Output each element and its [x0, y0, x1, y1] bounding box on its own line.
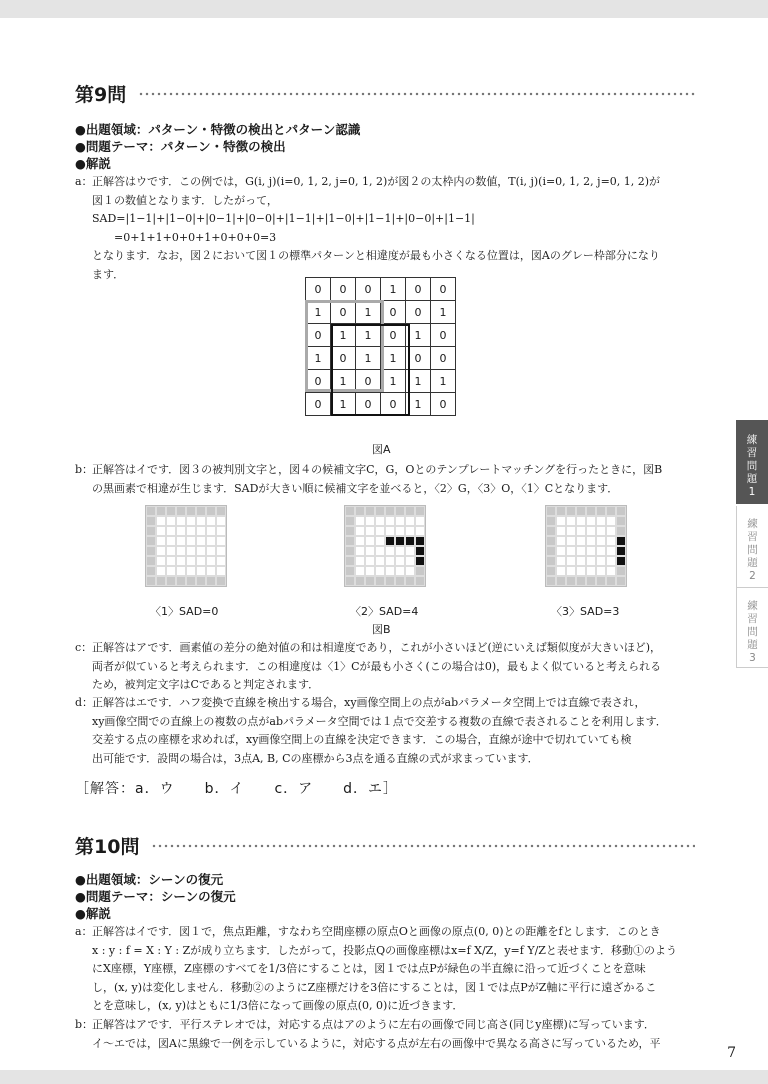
- blank-pixel: [375, 556, 385, 566]
- side-tab-exercise-3[interactable]: [736, 588, 768, 668]
- blank-pixel: [365, 536, 375, 546]
- text-line: 正解答はエです．ハフ変換で直線を検出する場合，xy画像空間上の点がabパラメータ空間上では直線で表され，: [92, 696, 646, 709]
- blank-pixel: [156, 566, 166, 576]
- template-pixel: [375, 576, 385, 586]
- difference-pixel: [405, 536, 415, 546]
- blank-pixel: [206, 556, 216, 566]
- template-pixel: [606, 506, 616, 516]
- template-pixel: [146, 546, 156, 556]
- figure-b-caption: 図B: [372, 623, 391, 636]
- blank-pixel: [166, 546, 176, 556]
- text-line: xy画像空間での直線上の複数の点がabパラメータ空間では１点で交差する複数の直線で表されることを利用します．: [92, 714, 667, 728]
- template-pixel: [166, 576, 176, 586]
- template-pixel: [546, 516, 556, 526]
- blank-pixel: [586, 536, 596, 546]
- blank-pixel: [206, 516, 216, 526]
- item-label: b：: [75, 463, 94, 476]
- side-tab-exercise-1[interactable]: [736, 420, 768, 504]
- text-line: 正解答はアです．平行ステレオでは，対応する点はアのように左右の画像で同じ高さ(同じy座標)に写っています．: [92, 1018, 655, 1031]
- text-line: となります．なお，図２において図１の標準パターンと相違度が最も小さくなる位置は，図Aのグレー枠部分になり: [92, 249, 660, 262]
- grid-cell: 0: [306, 324, 331, 347]
- template-pixel: [176, 576, 186, 586]
- grid-cell: 0: [356, 370, 381, 393]
- grid-cell: 0: [406, 278, 431, 301]
- blank-pixel: [206, 536, 216, 546]
- blank-pixel: [365, 546, 375, 556]
- template-pixel: [146, 576, 156, 586]
- q9-answer-c: [75, 639, 697, 695]
- q10-theme: ●問題テーマ：シーンの復元: [75, 889, 236, 904]
- grid-cell: 1: [406, 370, 431, 393]
- text-line: にX座標，Y座標，Z座標のすべてを1/3倍にすることは，図１では点Pが緑色の半直線に沿って近づくことを意味: [92, 962, 646, 975]
- template-pixel: [616, 526, 626, 536]
- grid-cell: 0: [381, 324, 406, 347]
- text-line: 正解答はウです．この例では，G(i, j)(i=0, 1, 2, j=0, 1, 2)が図２の太枠内の数値，T(i, j)(i=0, 1, 2, j=0, 1, 2)が: [92, 175, 661, 188]
- blank-pixel: [176, 516, 186, 526]
- blank-pixel: [216, 556, 226, 566]
- blank-pixel: [176, 566, 186, 576]
- blank-pixel: [566, 566, 576, 576]
- grid-cell: 0: [431, 324, 456, 347]
- blank-pixel: [375, 536, 385, 546]
- blank-pixel: [206, 546, 216, 556]
- blank-pixel: [596, 526, 606, 536]
- q9-heading: [75, 80, 695, 107]
- blank-pixel: [385, 516, 395, 526]
- blank-pixel: [216, 516, 226, 526]
- blank-pixel: [405, 546, 415, 556]
- blank-pixel: [355, 536, 365, 546]
- blank-pixel: [556, 556, 566, 566]
- heading-dotted-rule: [138, 90, 695, 98]
- grid-cell: 1: [381, 370, 406, 393]
- item-label: a：: [75, 175, 93, 188]
- top-margin-bar: [0, 0, 768, 18]
- template-pixel: [586, 576, 596, 586]
- blank-pixel: [405, 566, 415, 576]
- template-pixel: [186, 576, 196, 586]
- grid-cell: 1: [331, 393, 356, 416]
- blank-pixel: [596, 566, 606, 576]
- grid-cell: 1: [356, 347, 381, 370]
- blank-pixel: [385, 526, 395, 536]
- template-pixel: [586, 506, 596, 516]
- template-pixel: [345, 546, 355, 556]
- blank-pixel: [606, 546, 616, 556]
- blank-pixel: [216, 566, 226, 576]
- figure-b-glyph-c: [145, 505, 227, 587]
- template-pixel: [345, 556, 355, 566]
- blank-pixel: [395, 526, 405, 536]
- blank-pixel: [166, 516, 176, 526]
- template-pixel: [146, 556, 156, 566]
- q10-heading: [75, 832, 695, 859]
- blank-pixel: [156, 526, 166, 536]
- blank-pixel: [556, 516, 566, 526]
- blank-pixel: [355, 516, 365, 526]
- blank-pixel: [405, 526, 415, 536]
- blank-pixel: [186, 546, 196, 556]
- blank-pixel: [355, 546, 365, 556]
- grid-cell: 0: [381, 301, 406, 324]
- difference-pixel: [616, 556, 626, 566]
- blank-pixel: [405, 516, 415, 526]
- template-pixel: [146, 536, 156, 546]
- text-line: の黒画素で相違が生じます．SADが大きい順に候補文字を並べると，〈2〉G，〈3〉O，〈1〉Cとなります．: [92, 481, 619, 495]
- blank-pixel: [196, 566, 206, 576]
- q10-answer-b: [75, 1016, 697, 1053]
- template-pixel: [206, 506, 216, 516]
- figure-b-caption-2: 〈2〉SAD=4: [350, 605, 419, 618]
- blank-pixel: [186, 516, 196, 526]
- template-pixel: [385, 576, 395, 586]
- figure-b-glyph-o: [545, 505, 627, 587]
- grid-cell: 1: [306, 347, 331, 370]
- template-pixel: [405, 576, 415, 586]
- blank-pixel: [176, 546, 186, 556]
- blank-pixel: [216, 536, 226, 546]
- blank-pixel: [375, 546, 385, 556]
- blank-pixel: [355, 566, 365, 576]
- template-pixel: [196, 576, 206, 586]
- template-pixel: [156, 506, 166, 516]
- blank-pixel: [385, 546, 395, 556]
- blank-pixel: [556, 526, 566, 536]
- text-line: 正解答はイです．図３の被判別文字と，図４の候補文字C，G，Oとのテンプレートマッチングを行ったときに，図B: [92, 463, 663, 476]
- blank-pixel: [355, 526, 365, 536]
- text-line: ため，被判定文字はCであると判定されます．: [92, 678, 320, 691]
- template-pixel: [596, 506, 606, 516]
- blank-pixel: [166, 526, 176, 536]
- blank-pixel: [186, 556, 196, 566]
- template-pixel: [196, 506, 206, 516]
- blank-pixel: [375, 526, 385, 536]
- blank-pixel: [365, 526, 375, 536]
- blank-pixel: [586, 556, 596, 566]
- q9-explanation-heading: ●解説: [75, 156, 111, 171]
- side-tab-label: 練習問題2: [747, 518, 758, 582]
- grid-cell: 0: [331, 278, 356, 301]
- blank-pixel: [586, 566, 596, 576]
- template-pixel: [146, 516, 156, 526]
- blank-pixel: [566, 526, 576, 536]
- text-line: イ～エでは，図Aに黒線で一例を示しているように，対応する点が左右の画像中で異なる高さに写っているため，平: [92, 1036, 661, 1050]
- template-pixel: [345, 536, 355, 546]
- page-number: 7: [727, 1045, 736, 1061]
- blank-pixel: [166, 536, 176, 546]
- template-pixel: [206, 576, 216, 586]
- blank-pixel: [206, 526, 216, 536]
- template-pixel: [216, 506, 226, 516]
- figure-a-bold-frame: [331, 324, 410, 416]
- template-pixel: [216, 576, 226, 586]
- text-line: 図１の数値となります．したがって，: [92, 193, 278, 207]
- blank-pixel: [556, 566, 566, 576]
- q10-answer-a: [75, 923, 697, 1016]
- grid-cell: 0: [306, 278, 331, 301]
- grid-cell: 1: [356, 301, 381, 324]
- formula-line: =0+1+1+0+0+1+0+0+0=3: [92, 230, 277, 244]
- blank-pixel: [415, 526, 425, 536]
- blank-pixel: [586, 516, 596, 526]
- blank-pixel: [385, 566, 395, 576]
- q9-answer-d: [75, 694, 697, 768]
- template-pixel: [546, 546, 556, 556]
- text-line: x : y : f = X : Y : Zが成り立ちます．したがって，投影点Qの画像座標はx=f X/Z，y=f Y/Zと表せます．移動①のよう: [92, 943, 678, 957]
- grid-cell: 0: [431, 278, 456, 301]
- template-pixel: [146, 566, 156, 576]
- template-pixel: [606, 576, 616, 586]
- blank-pixel: [596, 516, 606, 526]
- template-pixel: [166, 506, 176, 516]
- grid-cell: 0: [381, 393, 406, 416]
- grid-cell: 1: [406, 393, 431, 416]
- blank-pixel: [166, 556, 176, 566]
- blank-pixel: [395, 566, 405, 576]
- blank-pixel: [365, 556, 375, 566]
- blank-pixel: [415, 516, 425, 526]
- blank-pixel: [196, 546, 206, 556]
- blank-pixel: [176, 536, 186, 546]
- grid-cell: 1: [431, 370, 456, 393]
- q9-answer-a: [75, 173, 697, 284]
- blank-pixel: [606, 556, 616, 566]
- blank-pixel: [166, 566, 176, 576]
- template-pixel: [546, 556, 556, 566]
- figure-b-caption-3: 〈3〉SAD=3: [551, 605, 620, 618]
- template-pixel: [345, 516, 355, 526]
- grid-cell: 0: [331, 347, 356, 370]
- blank-pixel: [156, 516, 166, 526]
- q9-title: 第9問: [75, 84, 127, 106]
- bottom-margin-bar: [0, 1070, 768, 1084]
- template-pixel: [596, 576, 606, 586]
- difference-pixel: [415, 556, 425, 566]
- blank-pixel: [576, 516, 586, 526]
- q9-theme: ●問題テーマ：パターン・特徴の検出: [75, 139, 286, 154]
- heading-dotted-rule: [151, 842, 695, 850]
- grid-cell: 1: [431, 301, 456, 324]
- difference-pixel: [385, 536, 395, 546]
- template-pixel: [546, 536, 556, 546]
- template-pixel: [395, 506, 405, 516]
- blank-pixel: [385, 556, 395, 566]
- q9-area: ●出題領域：パターン・特徴の検出とパターン認識: [75, 122, 361, 137]
- text-line: とを意味し，(x, y)はともに1/3倍になって画像の原点(0, 0)に近づきます．: [92, 999, 464, 1012]
- figure-b-glyph-g: [344, 505, 426, 587]
- text-line: し，(x, y)は変化しません．移動②のようにZ座標だけを3倍にすることは，図１では点PがZ軸に平行に遠ざかるこ: [92, 980, 657, 994]
- blank-pixel: [606, 516, 616, 526]
- blank-pixel: [606, 526, 616, 536]
- template-pixel: [546, 506, 556, 516]
- figure-a: [305, 277, 456, 416]
- blank-pixel: [556, 536, 566, 546]
- blank-pixel: [395, 516, 405, 526]
- blank-pixel: [196, 536, 206, 546]
- blank-pixel: [196, 526, 206, 536]
- blank-pixel: [586, 526, 596, 536]
- difference-pixel: [415, 546, 425, 556]
- blank-pixel: [576, 526, 586, 536]
- figure-b-caption-1: 〈1〉SAD=0: [150, 605, 219, 618]
- blank-pixel: [375, 516, 385, 526]
- grid-cell: 0: [431, 393, 456, 416]
- blank-pixel: [576, 546, 586, 556]
- blank-pixel: [156, 546, 166, 556]
- template-pixel: [415, 576, 425, 586]
- blank-pixel: [176, 556, 186, 566]
- template-pixel: [546, 526, 556, 536]
- item-label: c：: [75, 641, 93, 654]
- template-pixel: [365, 576, 375, 586]
- q9-answer-summary: ［解答：a．ウ b．イ c．ア d．エ］: [75, 781, 399, 797]
- blank-pixel: [586, 546, 596, 556]
- difference-pixel: [415, 536, 425, 546]
- blank-pixel: [375, 566, 385, 576]
- blank-pixel: [196, 556, 206, 566]
- blank-pixel: [355, 556, 365, 566]
- grid-cell: 1: [331, 370, 356, 393]
- blank-pixel: [576, 556, 586, 566]
- text-line: 交差する点の座標を求めれば，xy画像空間上の直線を決定できます．この場合，直線が途中で切れていても検: [92, 733, 632, 746]
- template-pixel: [556, 576, 566, 586]
- grid-cell: 0: [331, 301, 356, 324]
- formula-line: SAD=|1−1|+|1−0|+|0−1|+|0−0|+|1−1|+|1−0|+|1−1|+|0−0|+|1−1|: [92, 212, 475, 225]
- blank-pixel: [596, 546, 606, 556]
- blank-pixel: [365, 566, 375, 576]
- template-pixel: [405, 506, 415, 516]
- side-tab-label: 練習問題3: [747, 600, 758, 664]
- grid-cell: 1: [381, 347, 406, 370]
- template-pixel: [395, 576, 405, 586]
- blank-pixel: [186, 566, 196, 576]
- template-pixel: [616, 506, 626, 516]
- grid-cell: 1: [381, 278, 406, 301]
- template-pixel: [556, 506, 566, 516]
- template-pixel: [345, 576, 355, 586]
- grid-cell: 0: [406, 347, 431, 370]
- template-pixel: [546, 566, 556, 576]
- template-pixel: [345, 506, 355, 516]
- difference-pixel: [616, 536, 626, 546]
- template-pixel: [375, 506, 385, 516]
- grid-cell: 0: [406, 301, 431, 324]
- item-label: b：: [75, 1018, 94, 1031]
- item-label: d：: [75, 696, 94, 709]
- text-line: 正解答はアです．画素値の差分の絶対値の和は相違度であり，これが小さいほど(逆にいえば類似度が大きいほど)，: [92, 641, 662, 654]
- grid-cell: 0: [356, 278, 381, 301]
- template-pixel: [576, 506, 586, 516]
- text-line: ます．: [92, 267, 125, 281]
- grid-cell: 0: [306, 370, 331, 393]
- blank-pixel: [576, 566, 586, 576]
- template-pixel: [385, 506, 395, 516]
- text-line: 出可能です．設問の場合は，3点A, B, Cの座標から3点を通る直線の式が求まっています．: [92, 751, 539, 765]
- template-pixel: [616, 516, 626, 526]
- blank-pixel: [405, 556, 415, 566]
- grid-cell: 1: [356, 324, 381, 347]
- template-pixel: [546, 576, 556, 586]
- template-pixel: [415, 566, 425, 576]
- blank-pixel: [395, 556, 405, 566]
- blank-pixel: [556, 546, 566, 556]
- text-line: 両者が似ていると考えられます．この相違度は〈1〉Cが最も小さく(この場合は0)，最もよく似ていると考えられる: [92, 659, 662, 673]
- blank-pixel: [206, 566, 216, 576]
- side-tab-exercise-2[interactable]: [736, 506, 768, 588]
- q10-area: ●出題領域：シーンの復元: [75, 872, 224, 887]
- blank-pixel: [596, 536, 606, 546]
- q10-explanation-heading: ●解説: [75, 906, 111, 921]
- blank-pixel: [156, 536, 166, 546]
- grid-cell: 1: [406, 324, 431, 347]
- template-pixel: [345, 566, 355, 576]
- grid-row: [306, 278, 456, 301]
- blank-pixel: [216, 546, 226, 556]
- template-pixel: [616, 566, 626, 576]
- template-pixel: [576, 576, 586, 586]
- blank-pixel: [186, 536, 196, 546]
- blank-pixel: [365, 516, 375, 526]
- template-pixel: [355, 576, 365, 586]
- grid-cell: 0: [356, 393, 381, 416]
- blank-pixel: [596, 556, 606, 566]
- blank-pixel: [216, 526, 226, 536]
- template-pixel: [616, 576, 626, 586]
- template-pixel: [156, 576, 166, 586]
- template-pixel: [176, 506, 186, 516]
- blank-pixel: [606, 536, 616, 546]
- blank-pixel: [395, 546, 405, 556]
- difference-pixel: [395, 536, 405, 546]
- q10-title: 第10問: [75, 836, 140, 858]
- template-pixel: [415, 506, 425, 516]
- template-pixel: [146, 506, 156, 516]
- blank-pixel: [576, 536, 586, 546]
- blank-pixel: [196, 516, 206, 526]
- difference-pixel: [616, 546, 626, 556]
- template-pixel: [186, 506, 196, 516]
- grid-cell: 1: [306, 301, 331, 324]
- blank-pixel: [566, 556, 576, 566]
- template-pixel: [355, 506, 365, 516]
- blank-pixel: [186, 526, 196, 536]
- blank-pixel: [566, 516, 576, 526]
- blank-pixel: [566, 536, 576, 546]
- grid-cell: 1: [331, 324, 356, 347]
- q9-answer-b: [75, 461, 697, 498]
- blank-pixel: [156, 556, 166, 566]
- template-pixel: [365, 506, 375, 516]
- blank-pixel: [566, 546, 576, 556]
- figure-a-caption: 図A: [372, 443, 391, 456]
- template-pixel: [566, 576, 576, 586]
- item-label: a：: [75, 925, 93, 938]
- template-pixel: [146, 526, 156, 536]
- grid-cell: 0: [431, 347, 456, 370]
- template-pixel: [566, 506, 576, 516]
- blank-pixel: [176, 526, 186, 536]
- grid-cell: 0: [306, 393, 331, 416]
- template-pixel: [345, 526, 355, 536]
- side-tab-label: 練習問題1: [746, 434, 758, 498]
- blank-pixel: [606, 566, 616, 576]
- text-line: 正解答はイです．図１で，焦点距離，すなわち空間座標の原点Oと画像の原点(0, 0)との距離をfとします．このとき: [92, 925, 661, 938]
